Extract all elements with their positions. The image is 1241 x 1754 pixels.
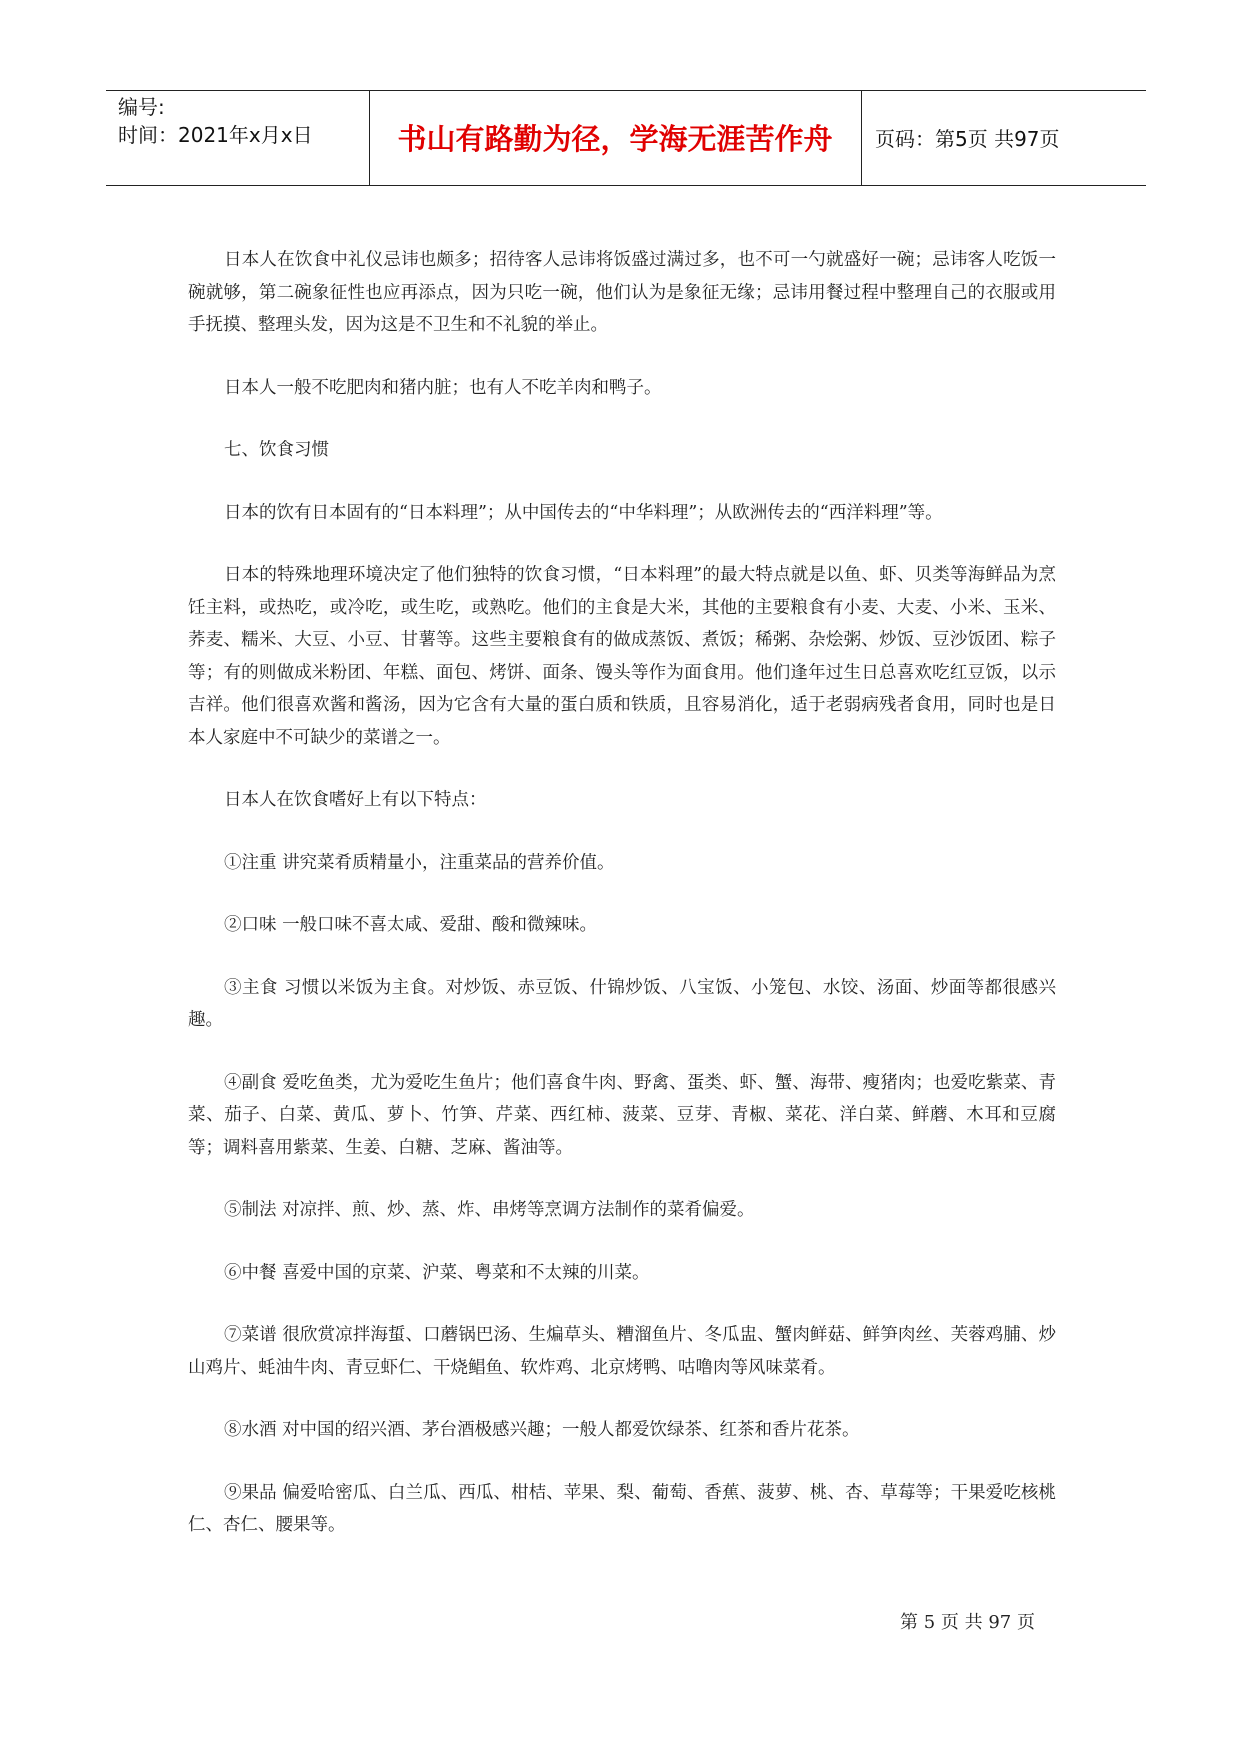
list-item: ③主食 习惯以米饭为主食。对炒饭、赤豆饭、什锦炒饭、八宝饭、小笼包、水饺、汤面、炒面等都很感兴趣。	[188, 977, 1056, 1030]
header-page-label: 页码：第5页 共97页	[875, 127, 1060, 151]
header-divider-left	[369, 91, 370, 185]
list-item: ⑤制法 对凉拌、煎、炒、蒸、炸、串烤等烹调方法制作的菜肴偏爱。	[224, 1200, 755, 1220]
document-date-label: 时间：2021年x月x日	[118, 123, 313, 147]
page-header	[106, 90, 1146, 186]
paragraph: 日本的特殊地理环境决定了他们独特的饮食习惯，“日本料理”的最大特点就是以鱼、虾、贝类等海鲜品为烹饪主料，或热吃，或冷吃，或生吃，或熟吃。他们的主食是大米，其他的主要粮食有小麦、大麦、小米、玉米、荞麦、糯米、大豆、小豆、甘薯等。这些主要粮食有的做成蒸饭、煮饭；稀粥、杂烩粥、炒饭、豆沙饭团、粽子等；有的则做成米粉团、年糕、面包、烤饼、面条、馒头等作为面食用。他们逢年过生日总喜欢吃红豆饭，以示吉祥。他们很喜欢酱和酱汤，因为它含有大量的蛋白质和铁质，且容易消化，适于老弱病残者食用，同时也是日本人家庭中不可缺少的菜谱之一。	[188, 565, 1056, 748]
document-code-label: 编号:	[118, 95, 165, 119]
document-body	[188, 244, 1056, 1572]
header-divider-right	[861, 91, 862, 185]
paragraph: 日本人一般不吃肥肉和猪内脏；也有人不吃羊肉和鸭子。	[224, 377, 662, 398]
section-heading: 七、饮食习惯	[224, 440, 329, 460]
header-meta	[118, 93, 368, 149]
footer-page-number: 第 5 页 共 97 页	[900, 1612, 1035, 1633]
list-item: ⑨果品 偏爱哈密瓜、白兰瓜、西瓜、柑桔、苹果、梨、葡萄、香蕉、菠萝、桃、杏、草莓等；干果爱吃核桃仁、杏仁、腰果等。	[188, 1482, 1056, 1535]
list-item: ⑦菜谱 很欣赏凉拌海蜇、口蘑锅巴汤、生煸草头、糟溜鱼片、冬瓜盅、蟹肉鲜菇、鲜笋肉丝、芙蓉鸡脯、炒山鸡片、蚝油牛肉、青豆虾仁、干烧鲳鱼、软炸鸡、北京烤鸭、咕噜肉等风味菜肴。	[188, 1325, 1056, 1378]
paragraph: 日本人在饮食嗜好上有以下特点：	[224, 790, 487, 810]
paragraph: 日本的饮有日本固有的“日本料理”；从中国传去的“中华料理”；从欧洲传去的“西洋料理”等。	[224, 502, 943, 523]
list-item: ①注重 讲究菜肴质精量小，注重菜品的营养价值。	[224, 852, 615, 873]
list-item: ⑧水酒 对中国的绍兴酒、茅台酒极感兴趣；一般人都爱饮绿茶、红茶和香片花茶。	[224, 1420, 860, 1440]
header-motto: 书山有路勤为径，学海无涯苦作舟	[397, 122, 833, 156]
list-item: ②口味 一般口味不喜太咸、爱甜、酸和微辣味。	[224, 915, 598, 935]
list-item: ⑥中餐 喜爱中国的京菜、沪菜、粤菜和不太辣的川菜。	[224, 1262, 650, 1283]
list-item: ④副食 爱吃鱼类，尤为爱吃生鱼片；他们喜食牛肉、野禽、蛋类、虾、蟹、海带、瘦猪肉；也爱吃紫菜、青菜、茄子、白菜、黄瓜、萝卜、竹笋、芹菜、西红柿、菠菜、豆芽、青椒、菜花、洋白菜、鲜蘑、木耳和豆腐等；调料喜用紫菜、生姜、白糖、芝麻、酱油等。	[188, 1072, 1056, 1158]
paragraph: 日本人在饮食中礼仪忌讳也颇多；招待客人忌讳将饭盛过满过多，也不可一勺就盛好一碗；忌讳客人吃饭一碗就够，第二碗象征性也应再添点，因为只吃一碗，他们认为是象征无缘；忌讳用餐过程中整理自己的衣服或用手抚摸、整理头发，因为这是不卫生和不礼貌的举止。	[188, 250, 1056, 335]
